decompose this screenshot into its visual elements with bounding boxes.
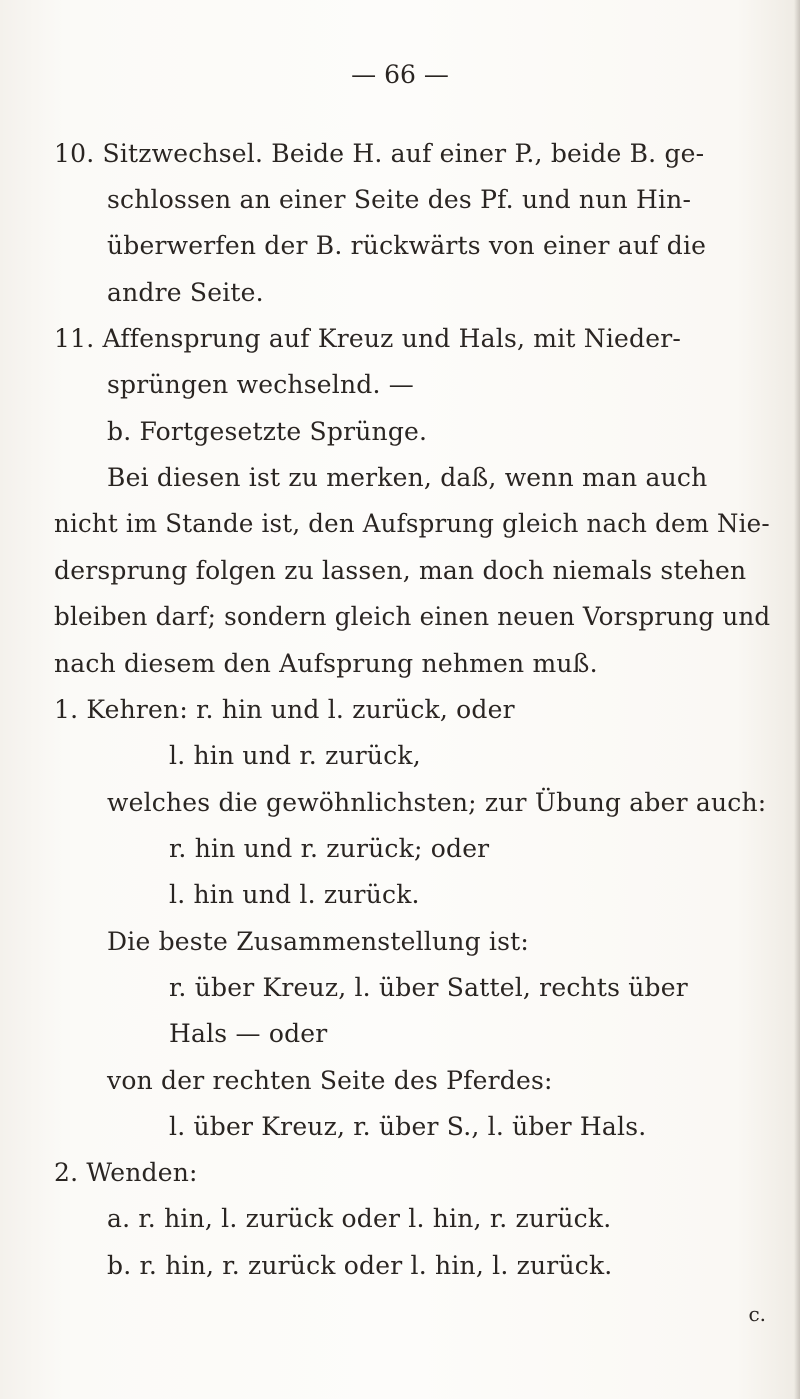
text-line: 2. Wenden: xyxy=(54,1158,198,1187)
text-line: r. hin und r. zurück; oder xyxy=(169,834,490,863)
text-line: welches die gewöhnlichsten; zur Übung aber auch: xyxy=(107,788,767,817)
text-line: Die beste Zusammenstellung ist: xyxy=(107,927,530,956)
catchword: c. xyxy=(748,1302,766,1326)
text-line: bleiben darf; sondern gleich einen neuen Vorsprung und xyxy=(54,602,771,631)
text-line: schlossen an einer Seite des Pf. und nun Hin- xyxy=(107,185,692,214)
text-line: r. über Kreuz, l. über Sattel, rechts über xyxy=(169,973,688,1002)
text-line: Bei diesen ist zu merken, daß, wenn man auch xyxy=(107,463,708,492)
text-line: überwerfen der B. rückwärts von einer auf die xyxy=(107,231,707,260)
text-line: b. r. hin, r. zurück oder l. hin, l. zurück. xyxy=(107,1251,613,1280)
text-line: l. über Kreuz, r. über S., l. über Hals. xyxy=(169,1112,647,1141)
text-line: von der rechten Seite des Pferdes: xyxy=(107,1066,553,1095)
text-line: a. r. hin, l. zurück oder l. hin, r. zurück. xyxy=(107,1204,612,1233)
text-line: nicht im Stande ist, den Aufsprung gleich nach dem Nie- xyxy=(54,509,770,538)
section-heading: b. Fortgesetzte Sprünge. xyxy=(107,417,428,446)
text-line: andre Seite. xyxy=(107,278,264,307)
text-line: sprüngen wechselnd. — xyxy=(107,370,414,399)
page-number: — 66 — xyxy=(351,60,449,89)
text-line: Hals — oder xyxy=(169,1019,328,1048)
text-line: dersprung folgen zu lassen, man doch niemals stehen xyxy=(54,556,747,585)
page-edge-shadow xyxy=(794,0,800,1399)
text-line: l. hin und l. zurück. xyxy=(169,880,420,909)
text-line: 1. Kehren: r. hin und l. zurück, oder xyxy=(54,695,515,724)
text-line: 10. Sitzwechsel. Beide H. auf einer P., beide B. ge- xyxy=(54,139,705,168)
text-line: nach diesem den Aufsprung nehmen muß. xyxy=(54,649,598,678)
text-line: 11. Affensprung auf Kreuz und Hals, mit Nieder- xyxy=(54,324,682,353)
text-line: l. hin und r. zurück, xyxy=(169,741,421,770)
